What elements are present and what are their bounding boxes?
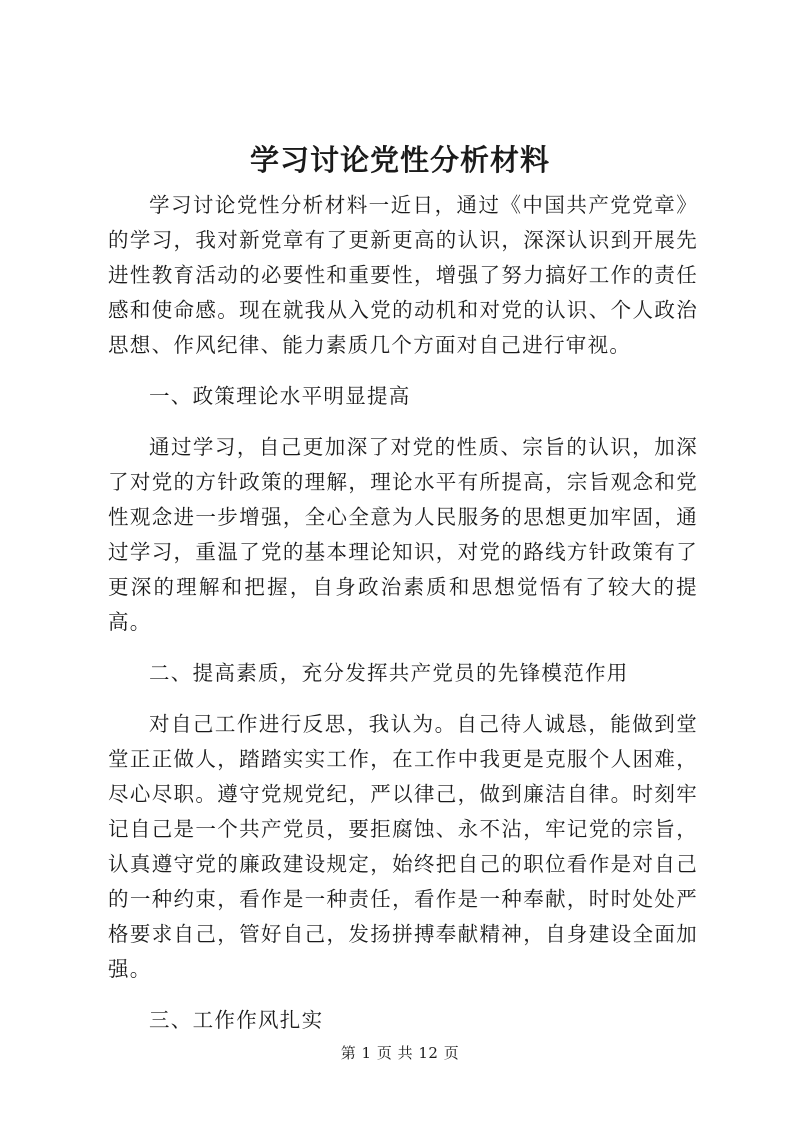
section-paragraph-1: 通过学习，自己更加深了对党的性质、宗旨的认识，加深了对党的方针政策的理解，理论水平有所提高，宗旨观念和党性观念进一步增强，全心全意为人民服务的思想更加牢固，通过学习，重温了党的基本理论知识，对党的路线方针政策有了更深的理解和把握，自身政治素质和思想觉悟有了较大的提高。 <box>108 435 698 634</box>
section-heading-2: 二、提高素质，充分发挥共产党员的先锋模范作用 <box>149 661 629 685</box>
intro-paragraph: 学习讨论党性分析材料一近日，通过《中国共产党党章》的学习，我对新党章有了更新更高的认识，深深认识到开展先进性教育活动的必要性和重要性，增强了努力搞好工作的责任感和使命感。现在就我从入党的动机和对党的认识、个人政治思想、作风纪律、能力素质几个方面对自己进行审视。 <box>108 193 698 357</box>
section-heading-1: 一、政策理论水平明显提高 <box>149 384 411 408</box>
section-heading-3: 三、工作作风扎实 <box>149 1008 324 1032</box>
page-number-footer: 第 1 页 共 12 页 <box>340 1044 460 1062</box>
document-body <box>108 188 698 1038</box>
page-title: 学习讨论党性分析材料 <box>249 143 550 177</box>
section-paragraph-2: 对自己工作进行反思，我认为。自己待人诚恳，能做到堂堂正正做人，踏踏实实工作，在工作中我更是克服个人困难，尽心尽职。遵守党规党纪，严以律己，做到廉洁自律。时刻牢记自己是一个共产党员，要拒腐蚀、永不沾，牢记党的宗旨，认真遵守党的廉政建设规定，始终把自己的职位看作是对自己的一种约束，看作是一种责任，看作是一种奉献，时时处处严格要求自己，管好自己，发扬拼搏奉献精神，自身建设全面加强。 <box>108 712 698 981</box>
